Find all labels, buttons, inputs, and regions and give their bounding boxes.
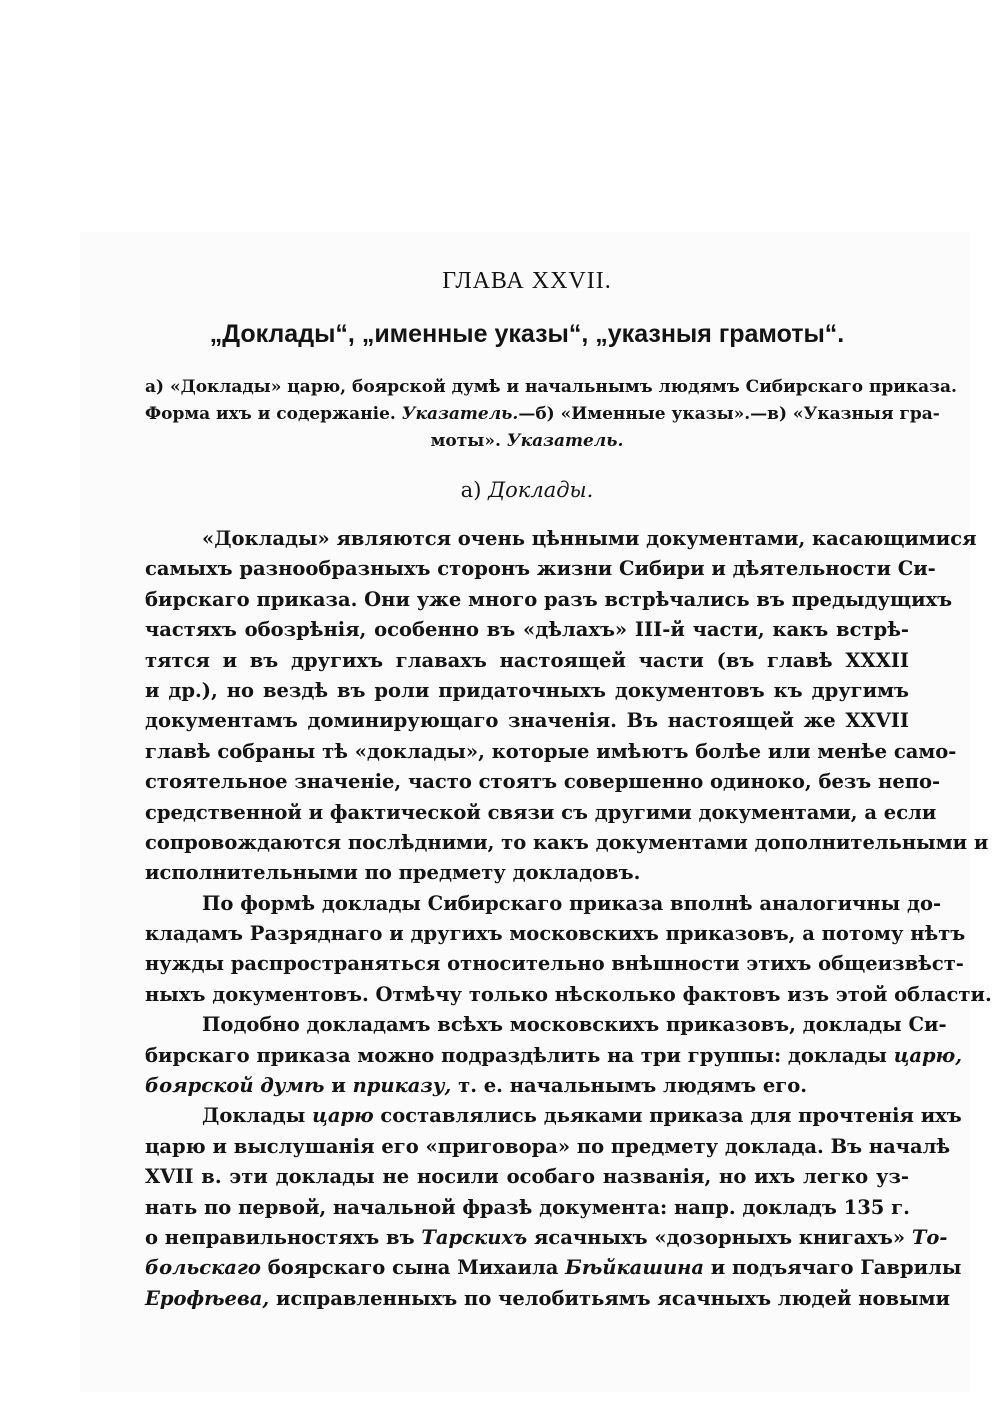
text-line: документамъ доминирующаго значенія. Въ настоящей же XXVII <box>145 709 909 733</box>
chapter-summary <box>145 374 957 455</box>
text-line: больскаго боярскаго сына Михаила Бѣйкашина и подъячаго Гаврилы <box>145 1256 962 1280</box>
paragraph <box>145 889 992 1011</box>
text-line: средственной и фактической связи съ другими документами, а если <box>145 800 937 824</box>
text-line: Ерофѣева, исправленныхъ по челобитьямъ ясачныхъ людей новыми <box>145 1286 950 1310</box>
paragraph <box>145 1010 962 1101</box>
text-line: и др.), но вездѣ въ роли придаточныхъ документовъ къ другимъ <box>145 678 909 702</box>
text-line: XVII в. эти доклады не носили особаго названія, но ихъ легко уз- <box>145 1165 909 1189</box>
summary-line: Форма ихъ и содержаніе. Указатель.—б) «Именные указы».—в) «Указныя гра- <box>145 404 940 424</box>
text-line: бирскаго приказа. Они уже много разъ встрѣчались въ предыдущихъ <box>145 587 953 611</box>
text-line: бирскаго приказа можно подраздѣлить на три группы: доклады царю, <box>145 1043 962 1067</box>
text-line: По формѣ доклады Сибирскаго приказа вполнѣ аналогичны до- <box>202 891 942 915</box>
text-line: нать по первой, начальной фразѣ документа: напр. докладъ 135 г. <box>145 1195 910 1219</box>
text-line: Подобно докладамъ всѣхъ московскихъ приказовъ, доклады Си- <box>202 1013 947 1037</box>
summary-line: моты». Указатель. <box>430 431 624 451</box>
text-line: главѣ собраны тѣ «доклады», которые имѣютъ болѣе или менѣе само- <box>145 739 957 763</box>
text-line: тятся и въ другихъ главахъ настоящей части (въ главѣ XXXII <box>145 648 909 672</box>
text-line: о неправильностяхъ въ Тарскихъ ясачныхъ «дозорныхъ книгахъ» То- <box>145 1225 948 1249</box>
paragraph <box>145 524 989 889</box>
section-heading: а) Доклады. <box>460 478 594 502</box>
text-line: нужды распространяться относительно внѣшности этихъ общеизвѣст- <box>145 952 964 976</box>
text-line: Доклады царю составлялись дьяками приказа для прочтенія ихъ <box>202 1104 962 1128</box>
text-line: «Доклады» являются очень цѣнными документами, касающимися <box>202 527 977 550</box>
chapter-title: „Доклады“, „именные указы“, „указныя грамоты“. <box>209 320 845 348</box>
summary-line: а) «Доклады» царю, боярской думѣ и начальнымъ людямъ Сибирскаго приказа. <box>145 377 957 397</box>
text-line: частяхъ обозрѣнія, особенно въ «дѣлахъ» III-й части, какъ встрѣ- <box>145 618 909 642</box>
text-line: исполнительными по предмету докладовъ. <box>145 861 641 885</box>
text-line: боярской думѣ и приказу, т. е. начальнымъ людямъ его. <box>145 1074 808 1098</box>
text-line: самыхъ разнообразныхъ сторонъ жизни Сибири и дѣятельности Си- <box>145 557 936 581</box>
body-text <box>145 524 992 1314</box>
text-line: кладамъ Разряднаго и другихъ московскихъ приказовъ, а потому нѣтъ <box>145 922 966 946</box>
text-line: сопровождаются послѣдними, то какъ документами дополнительными и <box>145 830 989 854</box>
text-line: стоятельное значеніе, часто стоятъ совершенно одиноко, безъ непо- <box>145 770 941 794</box>
text-line: ныхъ документовъ. Отмѣчу только нѣсколько фактовъ изъ этой области. <box>145 982 992 1006</box>
text-line: царю и выслушанія его «приговора» по предмету доклада. Въ началѣ <box>145 1134 951 1158</box>
chapter-number: ГЛАВА XXVII. <box>442 268 612 294</box>
paragraph <box>145 1101 962 1314</box>
